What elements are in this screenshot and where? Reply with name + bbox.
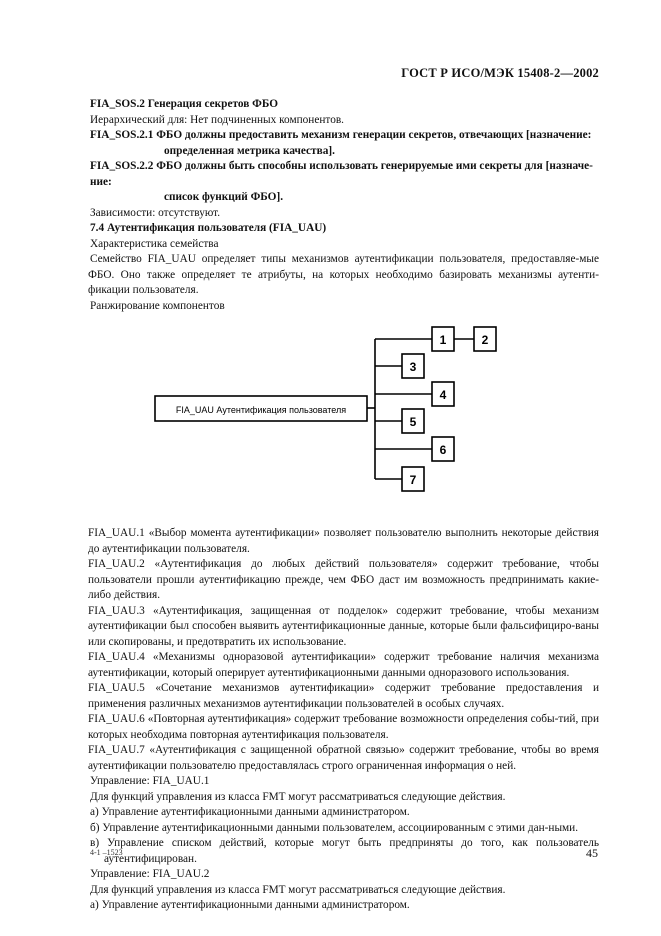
component-description-6: FIA_UAU.6 «Повторная аутентификация» содержит требование возможности определения собы-тий, при которых необходима повторная аутентификация пользователя. (88, 713, 599, 741)
component-box-2-label: 2 (481, 333, 489, 347)
component-description-2: FIA_UAU.2 «Аутентификация до любых действий пользователя» содержит требование, чтобы пользователи прошли аутентификацию прежде, чем ФБО даст им возможность предпринимать какие-либо действия. (88, 558, 599, 601)
ranking-diagram-svg (88, 318, 508, 506)
management-2-intro: Для функций управления из класса FMT могут рассматриваться следующие действия. (90, 883, 506, 896)
management-1-title: Управление: FIA_UAU.1 (90, 775, 210, 787)
element-2-2-lead: FIA_SOS.2.2 ФБО должны быть способны использовать генерируемые ими секреты для [назначе-ние: (90, 160, 593, 188)
element-2-2-italic: список функций ФБО (164, 191, 277, 203)
element-2-2 (90, 159, 599, 206)
section-heading: 7.4 Аутентификация пользователя (FIA_UAU) (90, 222, 327, 234)
document-header: ГОСТ Р ИСО/МЭК 15408-2—2002 (401, 66, 599, 80)
component-description-7: FIA_UAU.7 «Аутентификация с защищенной обратной связью» содержит требование, чтобы во время аутентификации пользователю предоставлялась строго ограниченная информация о ней. (88, 744, 599, 772)
element-2-1-tail: ]. (328, 144, 335, 157)
hierarchy-text: Иерархический для: Нет подчиненных компонентов. (90, 113, 344, 126)
component-description-4: FIA_UAU.4 «Механизмы одноразовой аутентификации» содержит требование наличия механизма аутентификации, который оперирует аутентификационными данными одноразового использования. (88, 651, 599, 679)
family-characteristic-title: Характеристика семейства (90, 237, 219, 250)
family-characteristic-text: Семейство FIA_UAU определяет типы механизмов аутентификации пользователя, предоставляе-мые ФБО. Оно также определяет те атрибуты, на которых необходимо базировать механизмы аутенти-фикации пользователя. (88, 253, 599, 296)
page-number: 45 (586, 846, 598, 860)
management-1-intro: Для функций управления из класса FMT могут рассматриваться следующие действия. (90, 790, 506, 803)
component-box-3-label: 3 (409, 360, 417, 374)
element-2-2-tail: ]. (276, 191, 284, 203)
component-box-7-label: 7 (409, 473, 417, 487)
management-2-item-a: а) Управление аутентификационными данными администратором. (90, 899, 410, 911)
component-box-4-label: 4 (439, 388, 447, 402)
management-2-title: Управление: FIA_UAU.2 (90, 868, 210, 880)
component-ranking-diagram (88, 318, 599, 506)
element-2-1 (90, 128, 599, 159)
element-2-1-italic: определенная метрика качества (164, 144, 329, 157)
component-description-3: FIA_UAU.3 «Аутентификация, защищенная от подделок» содержит требование, чтобы механизм аутентификации был способен выявить аутентификационные данные, которые были фальсифициро-ваны или скопированы, и предотвратить их использование. (88, 604, 599, 648)
dependencies-text: Зависимости: отсутствуют. (90, 206, 221, 219)
component-title: FIA_SOS.2 Генерация секретов ФБО (90, 98, 279, 110)
component-description-1: FIA_UAU.1 «Выбор момента аутентификации» позволяет пользователю выполнить некоторые действия до аутентификации пользователя. (88, 527, 599, 555)
component-box-6-label: 6 (439, 443, 447, 457)
element-2-1-lead: FIA_SOS.2.1 ФБО должны предоставить механизм генерации секретов, отвечающих [назначение: (90, 129, 592, 141)
print-code: 4-1 –1523 (90, 848, 123, 857)
family-box-label: FIA_UAU Аутентификация пользователя (175, 405, 347, 415)
management-1-item-b: б) Управление аутентификационными данными пользователем, ассоциированным с этими дан-ными. (90, 821, 579, 834)
component-description-5: FIA_UAU.5 «Сочетание механизмов аутентификации» содержит требование предоставления и применения различных механизмов аутентификации пользователей в особых случаях. (88, 682, 599, 710)
ranking-title: Ранжирование компонентов (90, 299, 225, 312)
management-1-item-c: в) Управление списком действий, которые могут быть предприняты до того, как пользователь аутентифицирован. (90, 837, 599, 865)
component-box-1-label: 1 (439, 333, 447, 347)
page-content (90, 97, 599, 914)
component-box-5-label: 5 (409, 415, 417, 429)
management-1-item-a: а) Управление аутентификационными данными администратором. (90, 806, 410, 818)
